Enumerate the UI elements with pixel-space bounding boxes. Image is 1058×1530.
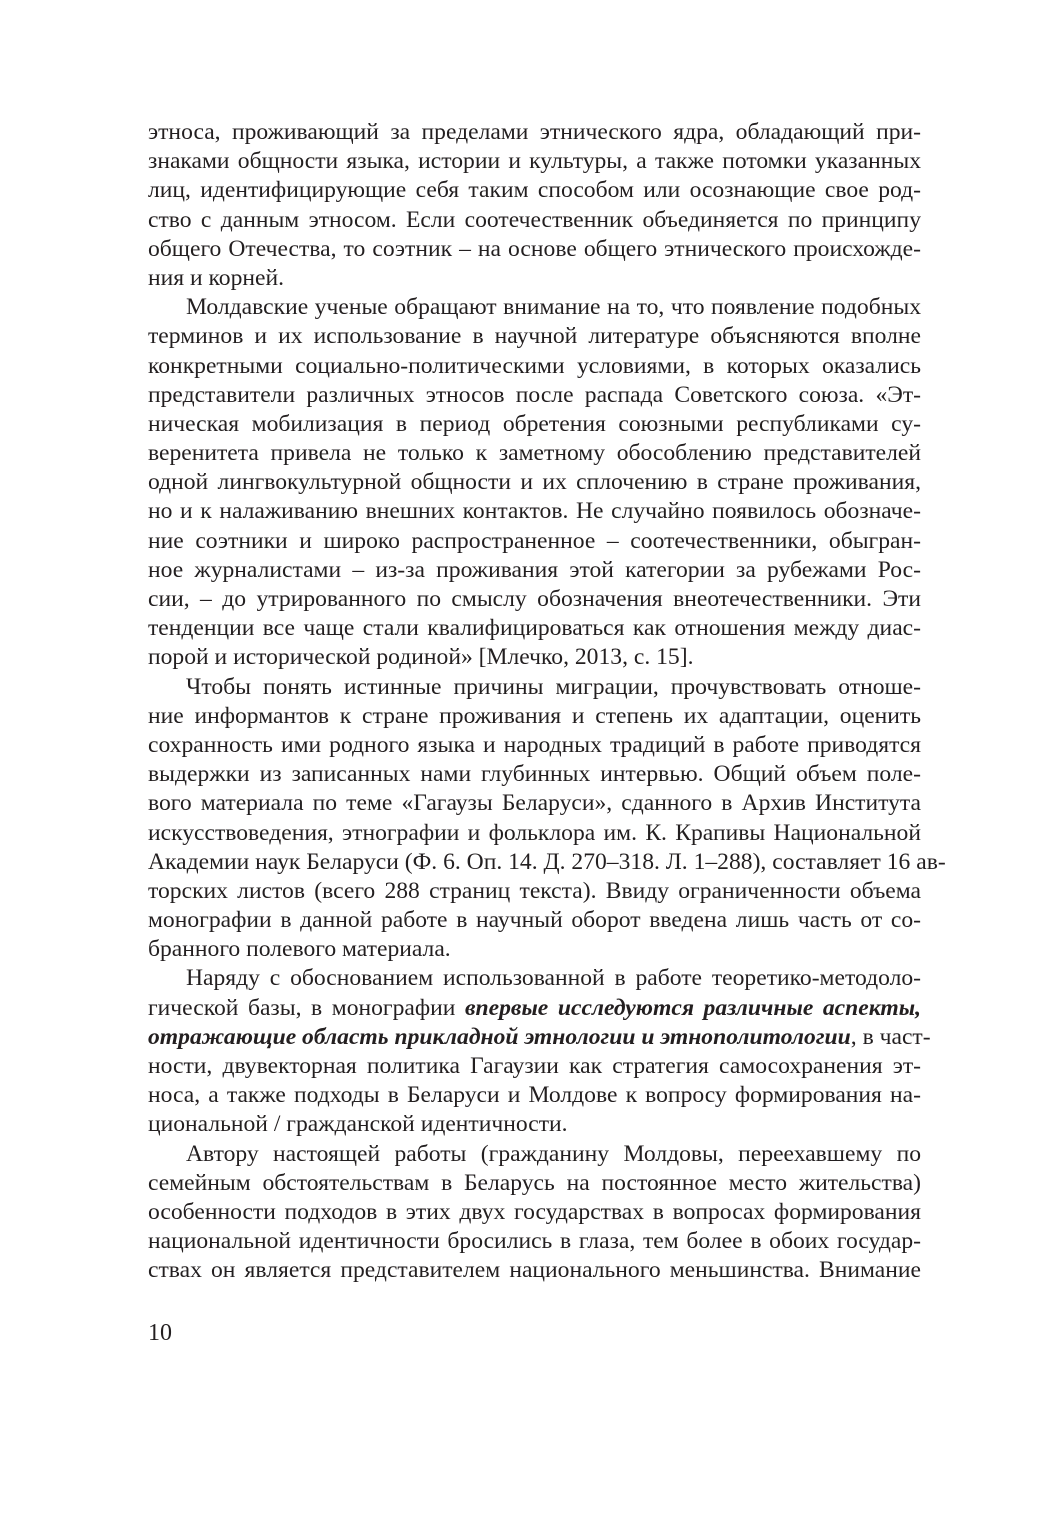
text-line	[148, 994, 921, 1023]
text-line: конкретными социально-политическими условиями, в которых оказались	[148, 352, 921, 379]
text-line: порой и исторической родиной» [Млечко, 2013, с. 15].	[148, 644, 694, 671]
text-line: особенности подходов в этих двух государствах в вопросах формирования	[148, 1198, 921, 1225]
paragraph-4	[148, 964, 931, 1139]
text-line: торских листов (всего 288 страниц текста). Ввиду ограниченности объема	[148, 877, 921, 904]
text-line: одной лингвокультурной общности и их сплочению в стране проживания,	[148, 469, 921, 496]
paragraph-3	[148, 673, 946, 965]
page-number: 10	[148, 1320, 172, 1346]
text-line: сохранность ими родного языка и народных традиций в работе приводятся	[148, 731, 921, 758]
text-line: Автору настоящей работы (гражданину Молдовы, переехавшему по	[186, 1140, 921, 1167]
text-line: Чтобы понять истинные причины миграции, прочувствовать отноше-	[186, 673, 921, 700]
text-line: монографии в данной работе в научный оборот введена лишь часть от со-	[148, 907, 921, 934]
emphasis-text: отражающие область прикладной этнологии и этнополитологии	[148, 1023, 851, 1050]
text-line: ническая мобилизация в период обретения союзными республиками су-	[148, 410, 921, 437]
text-line: знаками общности языка, истории и культуры, а также потомки указанных	[148, 148, 921, 175]
text-line: циональной / гражданской идентичности.	[148, 1111, 568, 1138]
paragraph-1	[148, 118, 921, 293]
text-line	[148, 1023, 931, 1052]
text-line: национальной идентичности бросились в глаза, тем более в обоих государ-	[148, 1228, 921, 1255]
text-line: этноса, проживающий за пределами этнического ядра, обладающий при-	[148, 119, 921, 145]
text-run: , в част-	[850, 1023, 931, 1050]
text-line: Академии наук Беларуси (Ф. 6. Оп. 14. Д. 270–318. Л. 1–288), составляет 16 ав-	[148, 848, 946, 875]
text-line: сии, – до утрированного по смыслу обозначения внеотечественники. Эти	[148, 586, 921, 612]
text-line: ния и корней.	[148, 264, 285, 291]
text-line: веренитета привела не только к заметному обособлению представителей	[148, 440, 921, 467]
text-line: ствах он является представителем национального меньшинства. Внимание	[148, 1257, 921, 1284]
paragraph-2	[148, 293, 921, 672]
text-line: ности, двувекторная политика Гагаузии как стратегия самосохранения эт-	[148, 1053, 921, 1079]
body-text	[148, 118, 946, 1286]
text-line: искусствоведения, этнографии и фольклора им. К. Крапивы Национальной	[148, 819, 921, 846]
text-run: гической базы, в монографии	[148, 994, 465, 1021]
text-line: общего Отечества, то соэтник – на основе общего этнического происхожде-	[148, 235, 921, 262]
text-line: ное журналистами – из-за проживания этой категории за рубежами Рос-	[148, 556, 921, 583]
text-line: Молдавские ученые обращают внимание на то, что появление подобных	[186, 294, 921, 321]
text-line: ние соэтники и широко распространенное – соотечественники, обыгран-	[148, 527, 921, 554]
text-line: Наряду с обоснованием использованной в работе теоретико-методоло-	[186, 965, 921, 992]
text-line: выдержки из записанных нами глубинных интервью. Общий объем поле-	[148, 761, 921, 788]
emphasis-text: впервые исследуются различные аспекты,	[464, 994, 921, 1021]
paragraph-5	[148, 1140, 921, 1286]
text-line: лиц, идентифицирующие себя таким способом или осознающие свое род-	[148, 177, 921, 204]
text-line: носа, а также подходы в Беларуси и Молдове к вопросу формирования на-	[148, 1082, 921, 1109]
text-line: бранного полевого материала.	[148, 936, 451, 963]
text-line: ние информантов к стране проживания и степень их адаптации, оценить	[148, 702, 921, 729]
text-line: терминов и их использование в научной литературе объясняются вполне	[148, 323, 921, 350]
text-line: вого материала по теме «Гагаузы Беларуси», сданного в Архив Института	[148, 790, 921, 817]
text-line: тенденции все чаще стали квалифицироваться как отношения между диас-	[148, 615, 921, 642]
text-line: представители различных этносов после распада Советского союза. «Эт-	[148, 381, 921, 408]
text-line: семейным обстоятельствам в Беларусь на постоянное место жительства)	[148, 1169, 921, 1196]
text-line: но и к налаживанию внешних контактов. Не случайно появилось обозначе-	[148, 498, 921, 525]
text-line: ство с данным этносом. Если соотечественник объединяется по принципу	[148, 206, 921, 233]
